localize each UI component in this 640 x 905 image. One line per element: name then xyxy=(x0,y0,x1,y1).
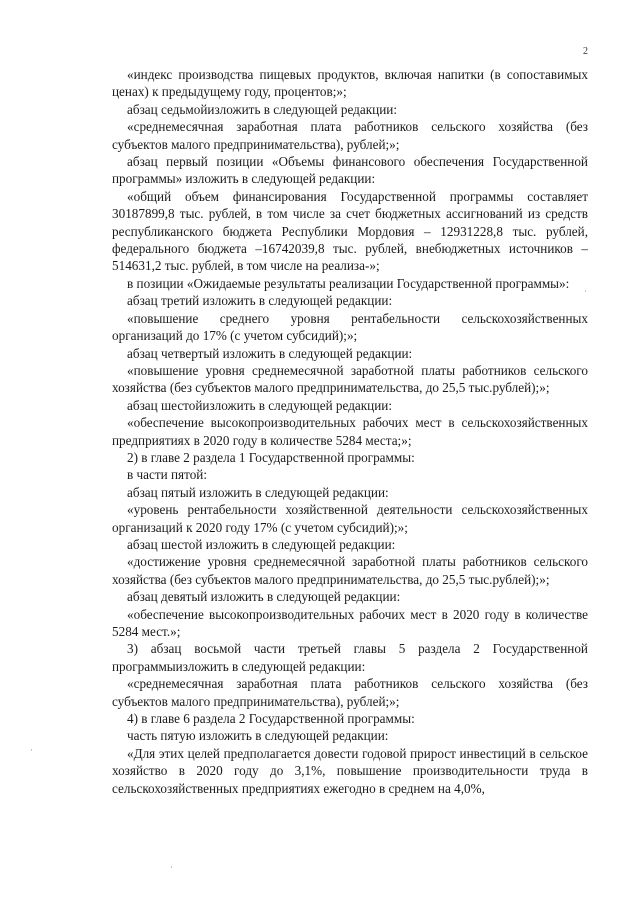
page-number: 2 xyxy=(583,46,588,57)
paragraph: «обеспечение высокопроизводительных рабочих мест в сельскохозяйственных предприятиях в 2020 году в количестве 5284 места;»; xyxy=(112,415,588,448)
paragraph: абзац первый позиции «Объемы финансового обеспечения Государственной программы» изложить в следующей редакции: xyxy=(112,154,588,187)
paragraph: «среднемесячная заработная плата работников сельского хозяйства (без субъектов малого предпринимательства), рублей;»; xyxy=(112,676,588,709)
paragraph: 4) в главе 6 раздела 2 Государственной программы: xyxy=(127,711,415,727)
paragraph: «повышение среднего уровня рентабельности сельскохозяйственных организаций до 17% (с учетом субсидий);»; xyxy=(112,310,588,344)
paragraph: «индекс производства пищевых продуктов, включая напитки (в сопоставимых ценах) к предыдущему году, процентов;»; xyxy=(112,67,588,100)
paragraph: в позиции «Ожидаемые результаты реализации Государственной программы»: xyxy=(127,275,570,291)
scan-speck: · xyxy=(30,745,33,755)
paragraph: абзац четвертый изложить в следующей редакции: xyxy=(127,345,413,361)
paragraph: абзац девятый изложить в следующей редакции: xyxy=(127,589,401,605)
paragraph: абзац шестой изложить в следующей редакции: xyxy=(127,536,396,552)
paragraph: «среднемесячная заработная плата работников сельского хозяйства (без субъектов малого предпринимательства), рублей;»; xyxy=(112,119,588,152)
paragraph: 3) абзац восьмой части третьей главы 5 раздела 2 Государственной программыизложить в следующей редакции: xyxy=(112,641,588,674)
paragraph: «общий объем финансирования Государственной программы составляет 30187899,8 тыс. рублей, в том числе за счет бюджетных ассигнований из средств республиканского бюджета Республики Мордовия – 12931228,8 тыс. рублей, федерального бюджета –16742039,8 тыс. рублей, внебюджетных источников – 514631,2 тыс. рублей, в том числе на реализа-»; xyxy=(112,188,588,274)
paragraph: «повышение уровня среднемесячной заработной платы работников сельского хозяйства (без субъектов малого предпринимательства, до 25,5 тыс.рублей);»; xyxy=(112,362,588,396)
paragraph: «обеспечение высокопроизводительных рабочих мест в 2020 году в количестве 5284 мест.»; xyxy=(112,606,588,639)
scan-speck: · xyxy=(584,286,587,296)
paragraph: абзац седьмойизложить в следующей редакции: xyxy=(127,101,397,117)
paragraph: абзац пятый изложить в следующей редакции: xyxy=(127,484,389,500)
paragraph: часть пятую изложить в следующей редакции: xyxy=(127,728,389,744)
paragraph: «Для этих целей предполагается довести годовой прирост инвестиций в сельское хозяйство в 2020 году до 3,1%, повышение производительности труда в сельскохозяйственных предприятиях ежегодно в среднем на 4,0%, xyxy=(112,745,588,796)
paragraph: «достижение уровня среднемесячной заработной платы работников сельского хозяйства (без субъектов малого предпринимательства, до 25,5 тыс.рублей);»; xyxy=(112,554,588,587)
paragraph: 2) в главе 2 раздела 1 Государственной программы: xyxy=(127,449,415,465)
scan-speck: · xyxy=(170,862,173,872)
paragraph: в части пятой: xyxy=(127,467,208,483)
paragraph: абзац шестойизложить в следующей редакции: xyxy=(127,397,392,413)
paragraph: абзац третий изложить в следующей редакции: xyxy=(127,293,393,309)
paragraph: «уровень рентабельности хозяйственной деятельности сельскохозяйственных организаций к 2020 году 17% (с учетом субсидий);»; xyxy=(112,502,588,535)
document-body xyxy=(112,66,588,797)
